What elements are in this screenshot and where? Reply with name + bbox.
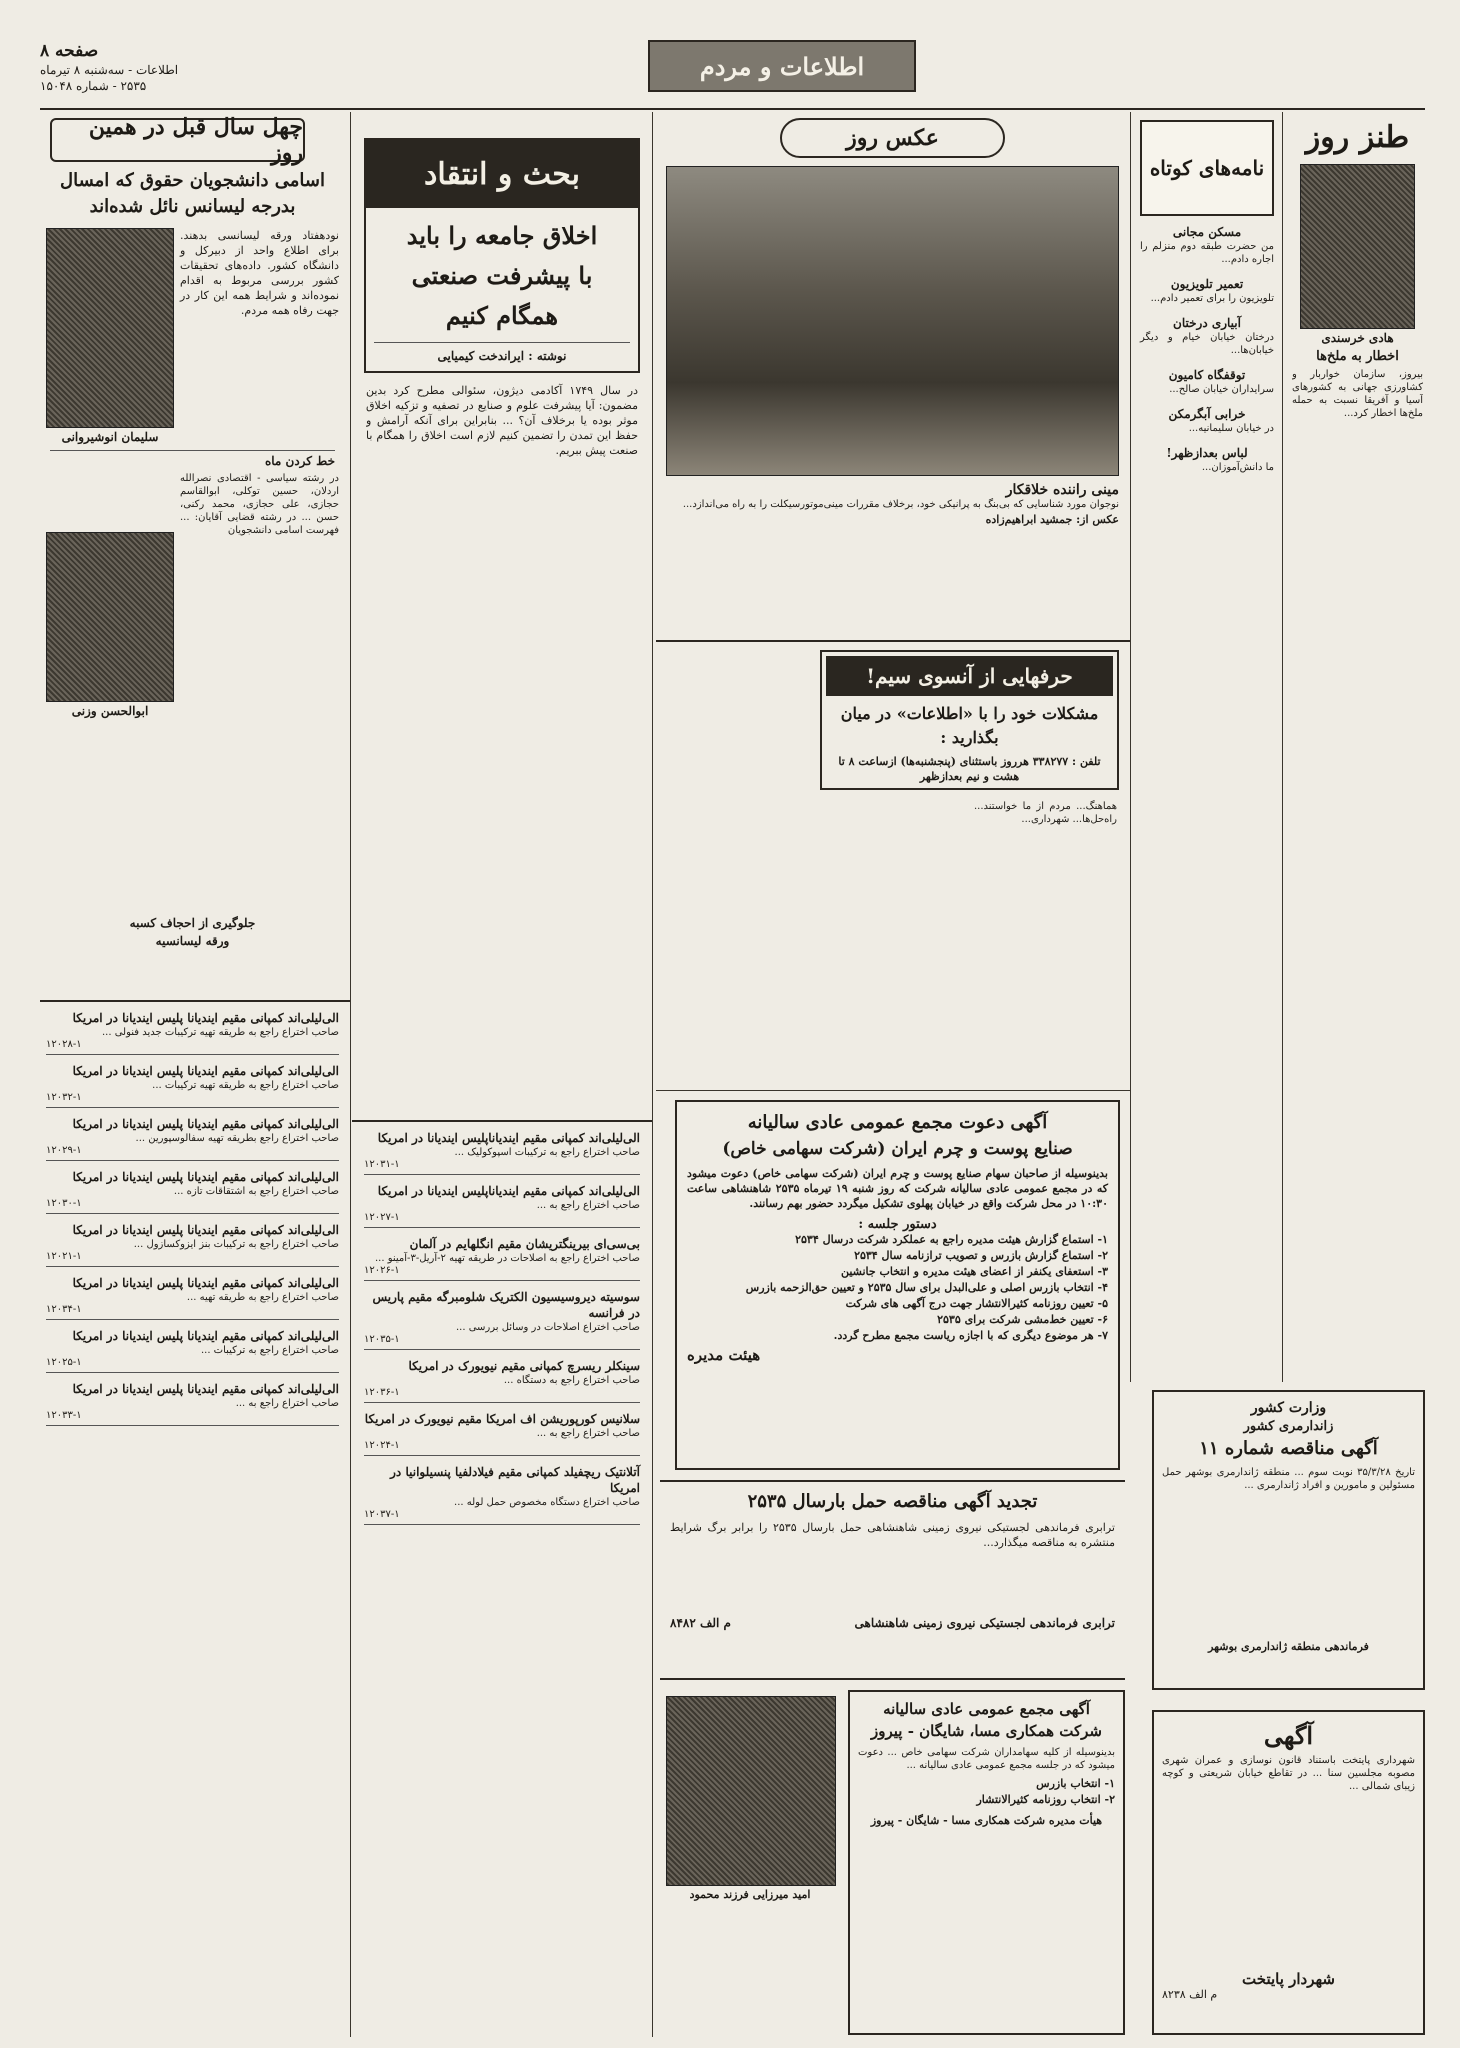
meeting-box xyxy=(848,1690,1125,2035)
photo-of-day-section xyxy=(660,116,1125,656)
photo-caption: هادی خرسندی xyxy=(1321,331,1394,345)
letter-item xyxy=(1140,224,1274,266)
tender-extension-ad xyxy=(660,1480,1125,1680)
letter-text: من حضرت طبقه دوم منزلم را اجاره دادم... xyxy=(1140,241,1274,265)
agenda-item: ۶- تعیین خط‌مشی شرکت برای ۲۵۳۵ xyxy=(937,1313,1108,1326)
classified-number: ۱۲۰۳۱-۱ xyxy=(364,1159,400,1170)
ad-code: م الف ۸۴۸۲ xyxy=(670,1616,731,1630)
tender-signature: فرماندهی منطقه ژاندارمری بوشهر xyxy=(1208,1640,1369,1653)
letter-title: توقفگاه کامیون xyxy=(1168,368,1246,382)
notice-title: آگهی xyxy=(1263,1721,1314,1750)
meeting-ad xyxy=(675,1100,1120,1470)
letter-item xyxy=(1140,445,1274,474)
letter-title: تعمیر تلویزیون xyxy=(1170,277,1244,291)
portrait-photo-3 xyxy=(666,1696,836,1886)
banner-text: حرفهایی از آنسوی سیم! xyxy=(866,664,1073,688)
issue-date: اطلاعات - سه‌شنبه ۸ تیرماه xyxy=(40,63,179,77)
classified-number: ۱۲۰۳۰-۱ xyxy=(46,1198,82,1209)
classified-ad xyxy=(364,1289,640,1350)
discussion-section xyxy=(358,116,646,1116)
classifieds-middle xyxy=(358,1126,646,2036)
letter-text: تلویزیون را برای تعمیر دادم... xyxy=(1150,293,1274,304)
agenda-item: ۷- هر موضوع دیگری که با اجازه ریاست مجمع مطرح گردد. xyxy=(833,1329,1108,1342)
letter-item xyxy=(1140,276,1274,305)
classified-title: الی‌لیلی‌اند کمپانی مقیم ایندیانا پلیس ایندیانا در امریکا xyxy=(72,1382,339,1396)
letter-title: خرابی آبگرمکن xyxy=(1168,407,1246,421)
classified-text: صاحب اختراع راجع به طریقه تهیه ترکیبات ... xyxy=(152,1080,339,1091)
classified-text: صاحب اختراع دستگاه مخصوص حمل لوله ... xyxy=(454,1497,640,1508)
banner-text: نامه‌های کوتاه xyxy=(1149,156,1265,180)
headline-line-3: همگام کنیم xyxy=(445,301,559,330)
letters-list xyxy=(1136,224,1278,474)
photo-caption: ابوالحسن وزنی xyxy=(71,704,149,718)
tender-headline: آگهی مناقصه شماره ۱۱ xyxy=(1199,1438,1378,1459)
classified-number: ۱۲۰۳۴-۱ xyxy=(46,1304,82,1315)
classified-number: ۱۲۰۲۷-۱ xyxy=(364,1212,400,1223)
classified-ad xyxy=(46,1063,339,1108)
classified-title: الی‌لیلی‌اند کمپانی مقیم ایندیاناپلیس ایندیانا در امریکا xyxy=(377,1184,640,1198)
column-rule xyxy=(1282,112,1283,1382)
banner-text: چهل سال قبل در همین روز xyxy=(88,116,303,166)
beyond-wire-body: هماهنگ... مردم از ما خواستند... راه‌حل‌ها... شهرداری... xyxy=(974,801,1117,825)
headline: اخطار به ملخ‌ها xyxy=(1316,349,1399,364)
ad-title: آگهی مجمع عمومی عادی سالیانه xyxy=(883,1700,1090,1718)
classified-number: ۱۲۰۲۶-۱ xyxy=(364,1265,400,1276)
classified-text: صاحب اختراع راجع به طریقه تهیه ... xyxy=(186,1292,339,1303)
classified-text: صاحب اختراع راجع به ترکیبات اسپوکولیک ... xyxy=(454,1147,640,1158)
headline: اسامی دانشجویان حقوق که امسال بدرجه لیسانس نائل شده‌اند xyxy=(60,170,325,217)
classified-text: صاحب اختراع راجع به ... xyxy=(536,1200,640,1211)
letter-text: در خیابان سلیمانیه... xyxy=(1188,423,1274,434)
letter-item xyxy=(1140,367,1274,396)
classified-title: الی‌لیلی‌اند کمپانی مقیم ایندیانا پلیس ایندیانا در امریکا xyxy=(72,1011,339,1025)
classified-text: صاحب اختراع اصلاحات در وسائل بررسی ... xyxy=(455,1322,640,1333)
agenda-item: ۱- استماع گزارش هیئت مدیره راجع به عملکرد شرکت درسال ۲۵۳۴ xyxy=(795,1233,1108,1246)
classified-number: ۱۲۰۲۱-۱ xyxy=(46,1251,82,1262)
letter-title: لباس بعدازظهر! xyxy=(1166,446,1248,460)
ad-body: بدینوسیله از کلیه سهامداران شرکت سهامی خاص ... دعوت میشود که در جلسه مجمع عمومی عادی سالیانه ... xyxy=(858,1747,1115,1771)
agenda-item: ۵- تعیین روزنامه کثیرالانتشار جهت درج آگهی های شرکت xyxy=(845,1297,1108,1310)
ad-signature: هیئت مدیره xyxy=(687,1346,761,1364)
discussion-box xyxy=(364,138,640,373)
letter-text: درختان خیابان خیام و دیگر خیابان‌ها... xyxy=(1140,332,1274,356)
sub-heading: جلوگیری از احجاف کسبه xyxy=(129,916,256,930)
ministry-name: وزارت کشور xyxy=(1250,1400,1327,1416)
intro-text: نودهفتاد ورقه لیسانسی بدهند. برای اطلاع واحد از دبیرکل و دانشگاه کشور. داده‌های تحقیقات کشور بررسی مربوط به اقدام نموده‌اند و شرایط همه این کار در جهت رفاه همه مردم. xyxy=(180,229,339,317)
body-text: در رشته سیاسی - اقتصادی نصرالله اردلان، حسین توکلی، ابوالقاسم حجازی، علی حجازی، محمد رکنی، حسن ... در رشته قضایی آقایان: ... فهرست اسامی دانشجویان xyxy=(180,473,339,536)
letter-item xyxy=(1140,406,1274,435)
classified-text: صاحب اختراع راجع بطریقه تهیه سفالوسپورین ... xyxy=(135,1133,339,1144)
banner-text: بحث و انتقاد xyxy=(424,156,580,192)
headline-line-1: اخلاق جامعه را باید xyxy=(406,221,598,250)
byline: نوشته : ایراندخت کیمیایی xyxy=(374,342,630,363)
classified-number: ۱۲۰۳۵-۱ xyxy=(364,1334,400,1345)
notice-ad xyxy=(1152,1710,1425,2035)
ad-signature: ترابری فرماندهی لجستیکی نیروی زمینی شاهنشاهی xyxy=(854,1616,1115,1630)
classified-number: ۱۲۰۳۲-۱ xyxy=(46,1092,82,1103)
call-prompt: مشکلات خود را با «اطلاعات» در میان بگذارید : xyxy=(840,704,1099,747)
classified-title: سوسیته دیروسیسیون الکتریک شلومبرگه مقیم پاریس در فرانسه xyxy=(372,1290,640,1320)
classified-number: ۱۲۰۲۵-۱ xyxy=(46,1357,82,1368)
short-letters-section xyxy=(1136,116,1278,1381)
classified-title: الی‌لیلی‌اند کمپانی مقیم ایندیانا پلیس ایندیانا در امریکا xyxy=(72,1117,339,1131)
classified-title: سینکلر ریسرچ کمپانی مقیم نیویورک در امریکا xyxy=(408,1359,640,1373)
notice-signature: شهردار پایتخت xyxy=(1242,1970,1335,1988)
section-banner xyxy=(780,118,1005,158)
portrait-photo xyxy=(46,228,174,428)
call-phone: تلفن : ۳۳۸۲۷۷ هرروز باستثنای (پنجشنبه‌ها) ازساعت ۸ تا هشت و نیم بعدازظهر xyxy=(838,755,1101,783)
ad-title: تجدید آگهی مناقصه حمل بارسال ۲۵۳۵ xyxy=(747,1491,1038,1512)
beyond-wire-box xyxy=(820,650,1119,790)
classified-ad xyxy=(364,1411,640,1456)
tender-body: تاریخ ۳۵/۳/۲۸ نوبت سوم ... منطقه ژاندارمری بوشهر حمل مسئولین و مامورین و افراد ژاندارمری ... xyxy=(1162,1467,1415,1491)
classified-ad xyxy=(364,1236,640,1281)
letter-item xyxy=(1140,315,1274,357)
caption-text: نوجوان مورد شناسایی که بی‌بنگ به پرانیکی خود، برخلاف مقررات مینی‌موتورسیکلت را به راه می‌اندازد... xyxy=(682,499,1119,510)
page-number: صفحه ۸ xyxy=(40,41,99,61)
classified-text: صاحب اختراع راجع به اشتقاقات تازه ... xyxy=(173,1186,339,1197)
section-banner xyxy=(50,116,305,166)
satire-section xyxy=(1290,116,1425,1381)
ad-title: آگهی دعوت مجمع عمومی عادی سالیانه xyxy=(747,1112,1048,1133)
classified-number: ۱۲۰۲۹-۱ xyxy=(46,1145,82,1156)
banner-text: عکس روز xyxy=(846,125,939,151)
classified-text: صاحب اختراع راجع به ... xyxy=(536,1428,640,1439)
classified-ad xyxy=(364,1358,640,1403)
classified-ad xyxy=(46,1275,339,1320)
sub-heading: ورقه لیسانسیه xyxy=(155,934,230,948)
ad-company: شرکت همکاری مسا، شایگان - پیروز xyxy=(871,1722,1102,1740)
photo-caption: امید میرزایی فرزند محمود xyxy=(689,1888,811,1901)
column-rule xyxy=(1130,112,1131,1382)
column-rule xyxy=(350,112,351,2037)
issue-number: ۲۵۳۵ - شماره ۱۵۰۴۸ xyxy=(40,79,147,93)
agenda-list xyxy=(687,1232,1108,1344)
classified-ad xyxy=(46,1169,339,1214)
agenda-title: دستور جلسه : xyxy=(858,1217,937,1232)
divider xyxy=(352,1120,652,1122)
street-photo xyxy=(666,166,1119,476)
classified-title: سلانیس کورپوریشن اف امریکا مقیم نیویورک در امریکا xyxy=(364,1412,640,1426)
classified-title: الی‌لیلی‌اند کمپانی مقیم ایندیانا پلیس ایندیانا در امریکا xyxy=(72,1223,339,1237)
article-body: بیروز، سازمان خواربار و کشاورزی جهانی به کشورهای آسیا و آفریقا نسبت به حمله ملخ‌ها اخطار کرد... xyxy=(1292,369,1423,419)
agenda-item: ۲- انتخاب روزنامه کثیرالانتشار xyxy=(976,1793,1115,1806)
ministry-tender-ad xyxy=(1152,1390,1425,1690)
section-banner xyxy=(366,140,638,208)
classified-number: ۱۲۰۳۷-۱ xyxy=(364,1509,400,1520)
beyond-wire-section xyxy=(660,646,1125,1086)
letter-text: ما دانش‌آموزان... xyxy=(1201,462,1274,473)
classified-ad xyxy=(46,1116,339,1161)
headline-line-2: با پیشرفت صنعتی xyxy=(411,261,593,290)
classified-title: الی‌لیلی‌اند کمپانی مقیم ایندیانا پلیس ایندیانا در امریکا xyxy=(72,1329,339,1343)
classified-text: صاحب اختراع راجع به طریقه تهیه ترکیبات جدید فنولی ... xyxy=(102,1027,339,1038)
portrait-photo-2 xyxy=(46,532,174,702)
agenda-list xyxy=(858,1776,1115,1808)
classified-text: صاحب اختراع راجع به ترکیبات ... xyxy=(200,1345,339,1356)
ministry-sub: زاندارمری کشور xyxy=(1243,1419,1334,1434)
classified-ad xyxy=(364,1183,640,1228)
classified-text: صاحب اختراع راجع به ترکیبات بنز ایزوکسازول ... xyxy=(133,1239,339,1250)
forty-years-ago-section xyxy=(40,116,345,996)
classified-text: صاحب اختراع راجع به اصلاحات در طریقه تهیه ۲-آریل-۳-آمینو ... xyxy=(375,1253,640,1264)
sub-heading: خط کردن ماه xyxy=(50,450,335,468)
classified-ad xyxy=(46,1381,339,1426)
classified-ad xyxy=(46,1010,339,1055)
section-banner xyxy=(1140,120,1274,216)
classified-text: صاحب اختراع راجع به دستگاه ... xyxy=(503,1375,640,1386)
notice-body: شهرداری پایتخت باستناد قانون نوسازی و عمران شهری مصوبه مجلسین سنا ... در تقاطع خیابان شریعتی و کوچه زیبای شمالی ... xyxy=(1162,1755,1415,1792)
agenda-item: ۳- استعفای یکنفر از اعضای هیئت مدیره و انتخاب جانشین xyxy=(840,1265,1108,1278)
classified-number: ۱۲۰۳۶-۱ xyxy=(364,1387,400,1398)
ad-intro: بدینوسیله از صاحبان سهام صنایع پوست و چرم ایران (شرکت سهامی خاص) دعوت میشود که در مجمع عمومی عادی سالیانه شرکت که روز شنبه ۱۹ تیرماه ۲۵۳۵ شاهنشاهی ساعت ۱۰:۳۰ در محل شرکت واقع در خیابان پهلوی تشکیل میگردد حضور بهم رسانند. xyxy=(687,1167,1108,1210)
classified-number: ۱۲۰۳۳-۱ xyxy=(46,1410,82,1421)
photo-caption: سلیمان انوشیروانی xyxy=(61,430,159,444)
annual-meeting-ad xyxy=(660,1690,1125,2035)
section-title-box xyxy=(648,40,916,92)
ad-signature: هیأت مدیره شرکت همکاری مسا - شایگان - پیروز xyxy=(870,1814,1103,1827)
caption-title: مینی راننده خلاقکار xyxy=(1005,482,1119,498)
notice-code: م الف ۸۲۳۸ xyxy=(1162,1988,1218,2001)
classified-ad xyxy=(364,1130,640,1175)
agenda-item: ۲- استماع گزارش بازرس و تصویب ترازنامه سال ۲۵۳۴ xyxy=(854,1249,1108,1262)
masthead-left xyxy=(40,40,240,110)
classified-title: الی‌لیلی‌اند کمپانی مقیم ایندیانا پلیس ایندیانا در امریکا xyxy=(72,1276,339,1290)
agenda-item: ۱- انتخاب بازرس xyxy=(1036,1777,1115,1790)
section-banner xyxy=(826,656,1113,696)
classified-ad xyxy=(46,1328,339,1373)
letter-title: مسکن مجانی xyxy=(1172,225,1242,239)
article-body: در سال ۱۷۴۹ آکادمی دیژون، سئوالی مطرح کرد بدین مضمون: آیا پیشرفت علوم و صنایع در تصفیه و تزکیه اخلاق موثر بوده یا برخلاف آن؟ ... بنابراین برای آنکه آرامش و حفظ این تمدن را تضمین کنیم لازم است اخلاق را همگام با صنعت پیش ببریم. xyxy=(366,384,638,457)
classified-number: ۱۲۰۲۸-۱ xyxy=(46,1039,82,1050)
classified-title: الی‌لیلی‌اند کمپانی مقیم ایندیانا پلیس ایندیانا در امریکا xyxy=(72,1064,339,1078)
ad-company: صنایع پوست و چرم ایران (شرکت سهامی خاص) xyxy=(722,1139,1073,1159)
classified-text: صاحب اختراع راجع به ... xyxy=(235,1398,339,1409)
divider xyxy=(40,1000,350,1002)
letter-title: آبیاری درختان xyxy=(1173,316,1241,330)
divider xyxy=(656,640,1130,642)
classified-title: الی‌لیلی‌اند کمپانی مقیم ایندیاناپلیس ایندیانا در امریکا xyxy=(377,1131,640,1145)
section-title: اطلاعات و مردم xyxy=(699,51,865,81)
classified-title: آتلانتیک ریچفیلد کمپانی مقیم فیلادلفیا پنسیلوانیا در امریکا xyxy=(390,1465,640,1495)
classifieds-left xyxy=(40,1006,345,2036)
column-rule xyxy=(652,112,653,2037)
classified-ad xyxy=(364,1464,640,1525)
section-banner: طنز روز xyxy=(1305,120,1410,155)
agenda-item: ۴- انتخاب بازرس اصلی و علی‌البدل برای سال ۲۵۳۵ و تعیین حق‌الزحمه بازرس xyxy=(745,1281,1108,1294)
ad-body: ترابری فرماندهی لجستیکی نیروی زمینی شاهنشاهی حمل بارسال ۲۵۳۵ را برابر برگ شرایط منتشره به مناقصه میگذارد... xyxy=(670,1521,1115,1549)
letter-text: سرایداران خیابان صالح... xyxy=(1169,384,1274,395)
classified-ad xyxy=(46,1222,339,1267)
divider xyxy=(656,1090,1130,1091)
classified-title: بی‌سی‌ای بیرینگتریشان مقیم انگلهایم در آلمان xyxy=(409,1237,640,1251)
classified-title: الی‌لیلی‌اند کمپانی مقیم ایندیانا پلیس ایندیانا در امریکا xyxy=(72,1170,339,1184)
classified-number: ۱۲۰۲۴-۱ xyxy=(364,1440,400,1451)
masthead-rule xyxy=(40,108,1425,110)
portrait-photo-4 xyxy=(1300,164,1415,329)
photo-credit: عکس از: جمشید ابراهیم‌زاده xyxy=(985,513,1119,526)
